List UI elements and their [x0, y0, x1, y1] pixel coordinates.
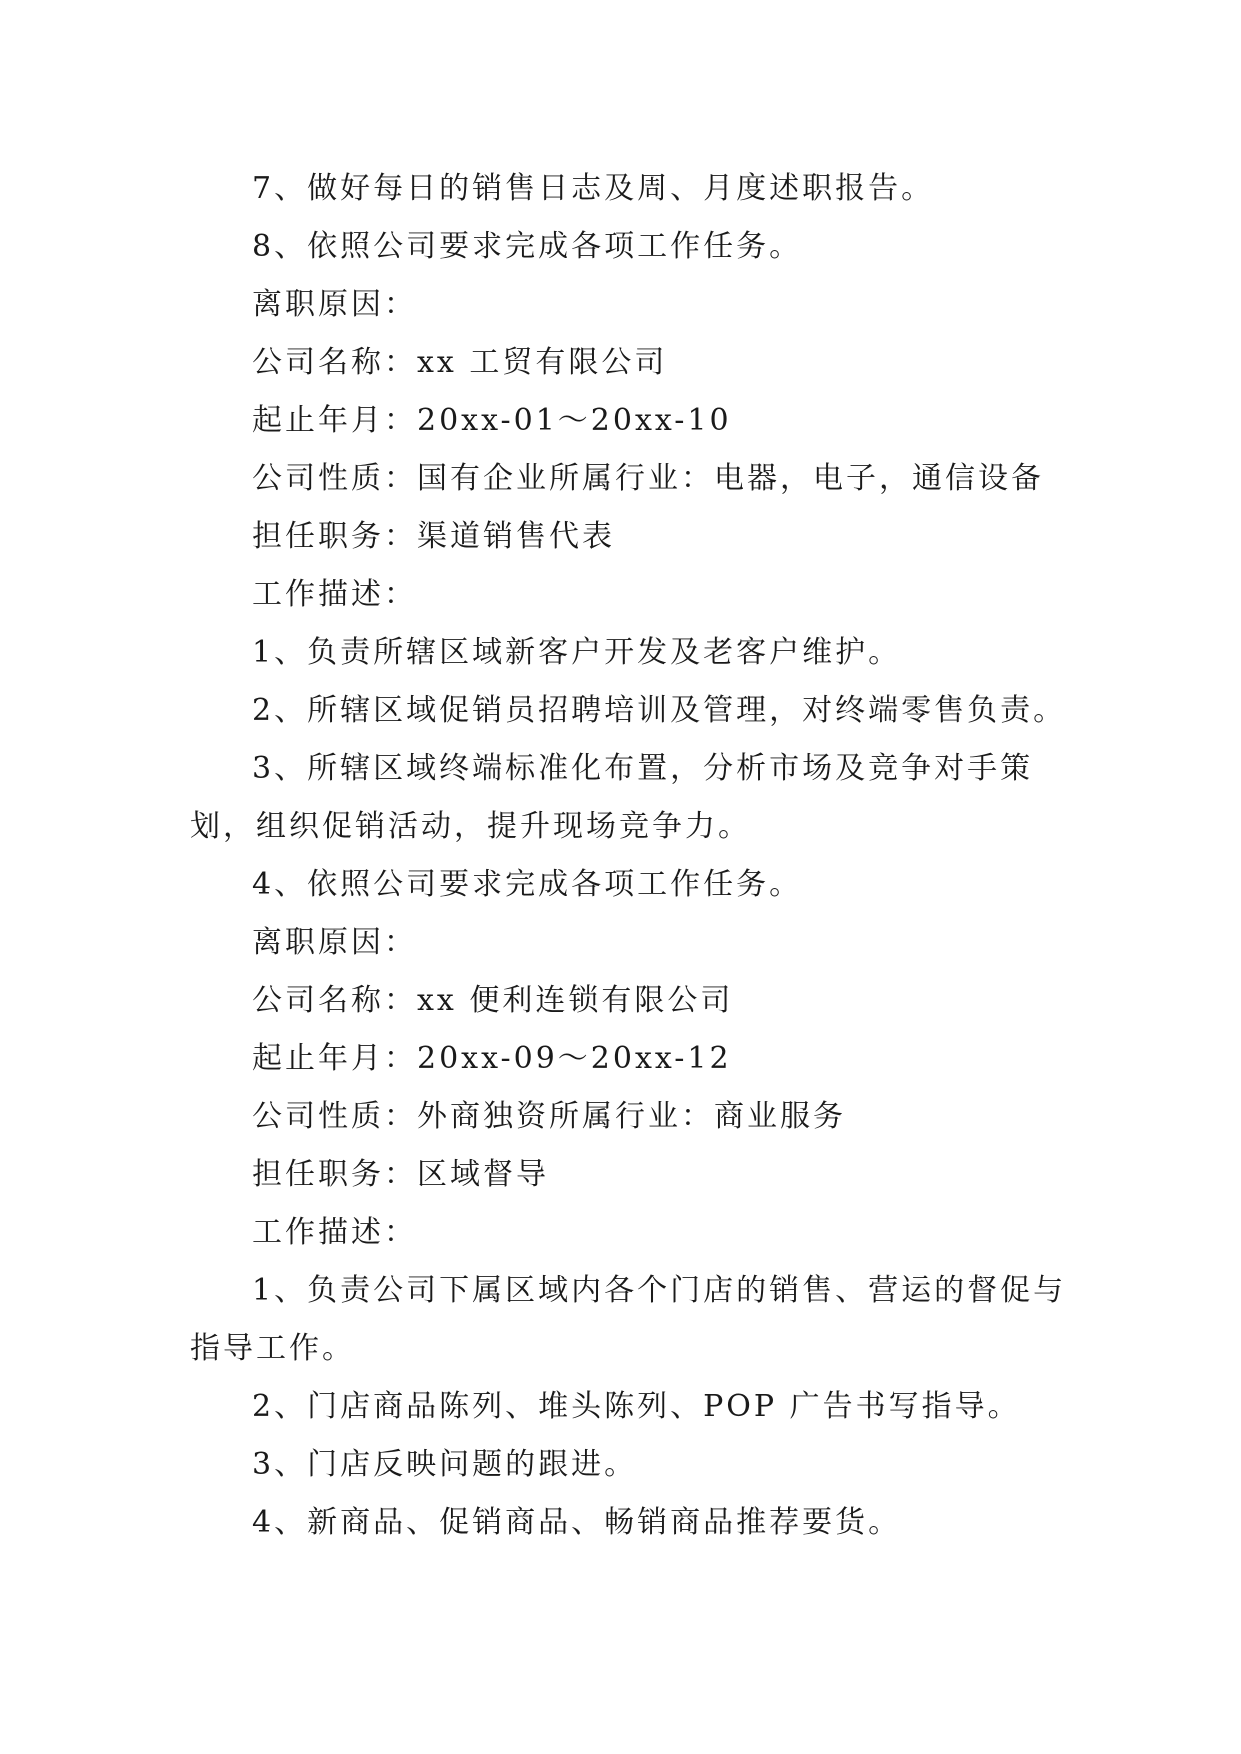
paragraph-duty-2-1: 1、负责公司下属区域内各个门店的销售、营运的督促与指导工作。	[190, 1273, 1067, 1366]
paragraph-duty-2-4: 4、新商品、促销商品、畅销商品推荐要货。	[252, 1505, 902, 1540]
paragraph-leave-reason-1: 离职原因：	[252, 287, 417, 322]
paragraph-company-type-1: 公司性质：国有企业所属行业：电器，电子，通信设备	[252, 461, 1044, 496]
paragraph-daily-log: 7、做好每日的销售日志及周、月度述职报告。	[252, 171, 935, 206]
paragraph-company-name-2: 公司名称：xx 便利连锁有限公司	[252, 983, 734, 1018]
document-body	[190, 160, 1070, 1552]
paragraph-duty-2-2: 2、门店商品陈列、堆头陈列、POP 广告书写指导。	[252, 1389, 1021, 1424]
paragraph-duty-2-3: 3、门店反映问题的跟进。	[252, 1447, 638, 1482]
paragraph-job-desc-1: 工作描述：	[252, 577, 417, 612]
paragraph-company-name-1: 公司名称：xx 工贸有限公司	[252, 345, 668, 380]
paragraph-duty-1-1: 1、负责所辖区域新客户开发及老客户维护。	[252, 635, 902, 670]
paragraph-duty-1-3: 3、所辖区域终端标准化布置，分析市场及竞争对手策划，组织促销活动，提升现场竞争力。	[190, 751, 1034, 844]
paragraph-company-type-2: 公司性质：外商独资所属行业：商业服务	[252, 1099, 846, 1134]
paragraph-period-1: 起止年月：20xx-01～20xx-10	[252, 403, 732, 438]
paragraph-duty-1-2: 2、所辖区域促销员招聘培训及管理，对终端零售负责。	[252, 693, 1067, 728]
paragraph-tasks-1: 8、依照公司要求完成各项工作任务。	[252, 229, 803, 264]
paragraph-duty-1-4: 4、依照公司要求完成各项工作任务。	[252, 867, 803, 902]
paragraph-position-2: 担任职务：区域督导	[252, 1157, 549, 1192]
paragraph-period-2: 起止年月：20xx-09～20xx-12	[252, 1041, 732, 1076]
paragraph-position-1: 担任职务：渠道销售代表	[252, 519, 615, 554]
paragraph-job-desc-2: 工作描述：	[252, 1215, 417, 1250]
paragraph-leave-reason-2: 离职原因：	[252, 925, 417, 960]
